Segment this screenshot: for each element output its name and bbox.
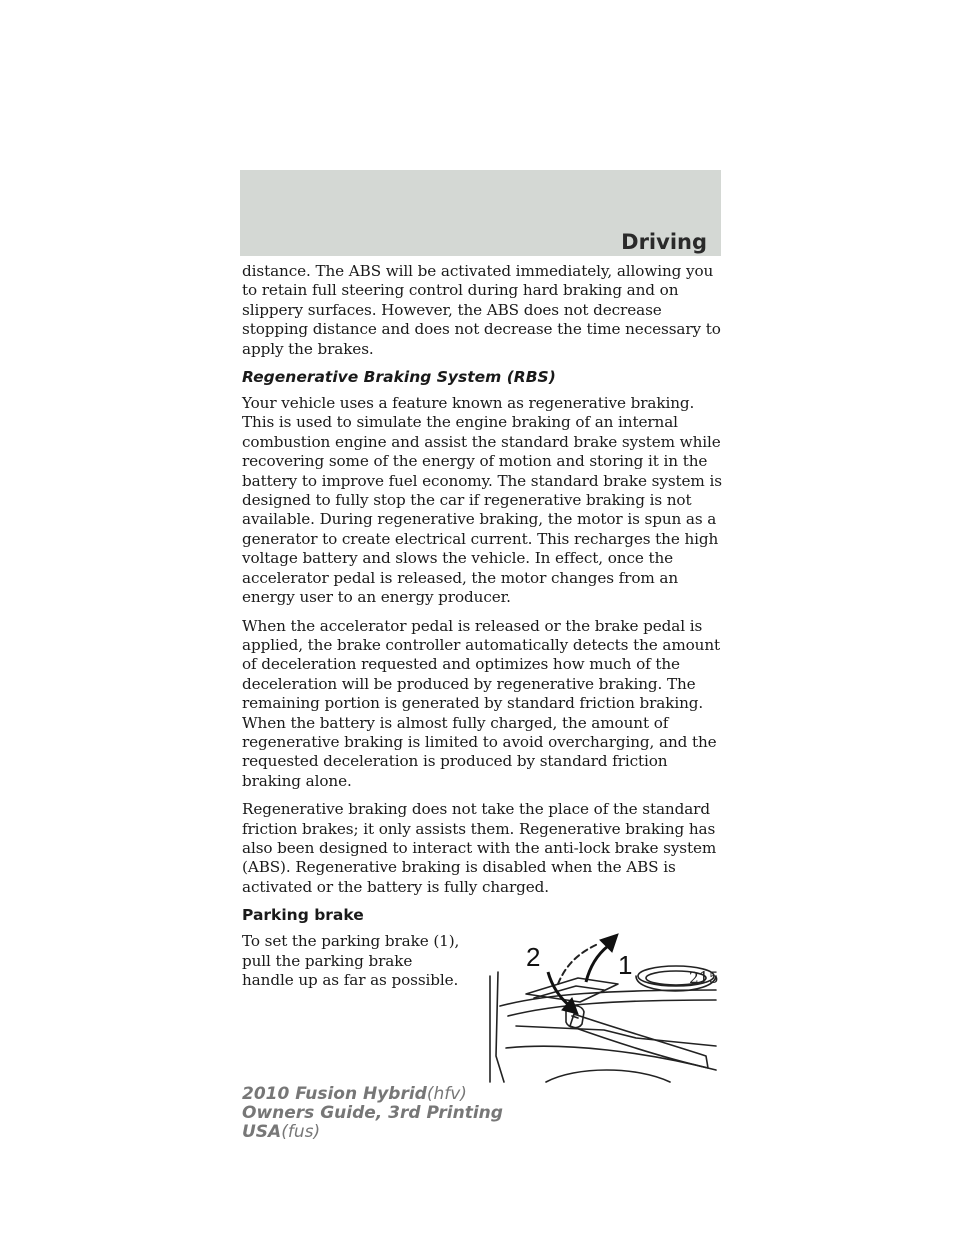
callout-label-1: 1 — [618, 950, 633, 981]
callout-label-2: 2 — [526, 942, 541, 973]
footer-model: 2010 Fusion Hybrid — [242, 1084, 427, 1104]
footer-market-code: (fus) — [281, 1122, 321, 1142]
footer-imprint — [242, 1085, 503, 1142]
page-number: 215 — [689, 969, 719, 987]
paragraph-abs: distance. The ABS will be activated immediately, allowing you to retain full steering control during hard braking and on slippery surfaces. However, the ABS does not decrease stopping distance and does not decrease the time necessary to apply the brakes. — [242, 262, 721, 358]
paragraph-rbs-controller: When the accelerator pedal is released or the brake pedal is applied, the brake controller automatically detects the amount of deceleration requested and optimizes how much of the deceleration will be produced by regenerative braking. The remaining portion is generated by standard friction braking. When the battery is almost fully charged, the amount of regenerative braking is limited to avoid overcharging, and the requested deceleration is produced by standard friction braking alone. — [242, 616, 721, 790]
parking-brake-section — [242, 932, 724, 1092]
section-header-band — [240, 170, 721, 256]
footer-model-code: (hfv) — [426, 1084, 467, 1104]
section-title: Driving — [621, 230, 707, 254]
paragraph-rbs-intro: Your vehicle uses a feature known as regenerative braking. This is used to simulate the engine braking of an internal combustion engine and assist the standard brake system while recovering some of the energy of motion and storing it in the battery to improve fuel economy. The standard brake system is designed to fully stop the car if regenerative braking is not available. During regenerative braking, the motor is spun as a generator to create electrical current. This recharges the high voltage battery and slows the vehicle. In effect, once the accelerator pedal is released, the motor changes from an energy user to an energy producer. — [242, 394, 722, 607]
paragraph-parking-brake: To set the parking brake (1), pull the parking brake handle up as far as possible. — [242, 932, 460, 989]
parking-brake-illustration — [486, 906, 718, 1086]
rbs-heading: Regenerative Braking System (RBS) — [242, 368, 556, 387]
footer-line-1 — [242, 1085, 503, 1104]
footer-line-2: Owners Guide, 3rd Printing — [242, 1103, 503, 1123]
footer-line-3 — [242, 1123, 503, 1142]
paragraph-rbs-abs: Regenerative braking does not take the place of the standard friction brakes; it only assists them. Regenerative braking has also been designed to interact with the anti-lock brake system (ABS). Regenerative braking is disabled when the ABS is activated or the battery is fully charged. — [242, 800, 717, 896]
page-content — [242, 262, 724, 1092]
footer-market: USA — [242, 1122, 282, 1142]
parking-brake-heading: Parking brake — [242, 906, 364, 925]
